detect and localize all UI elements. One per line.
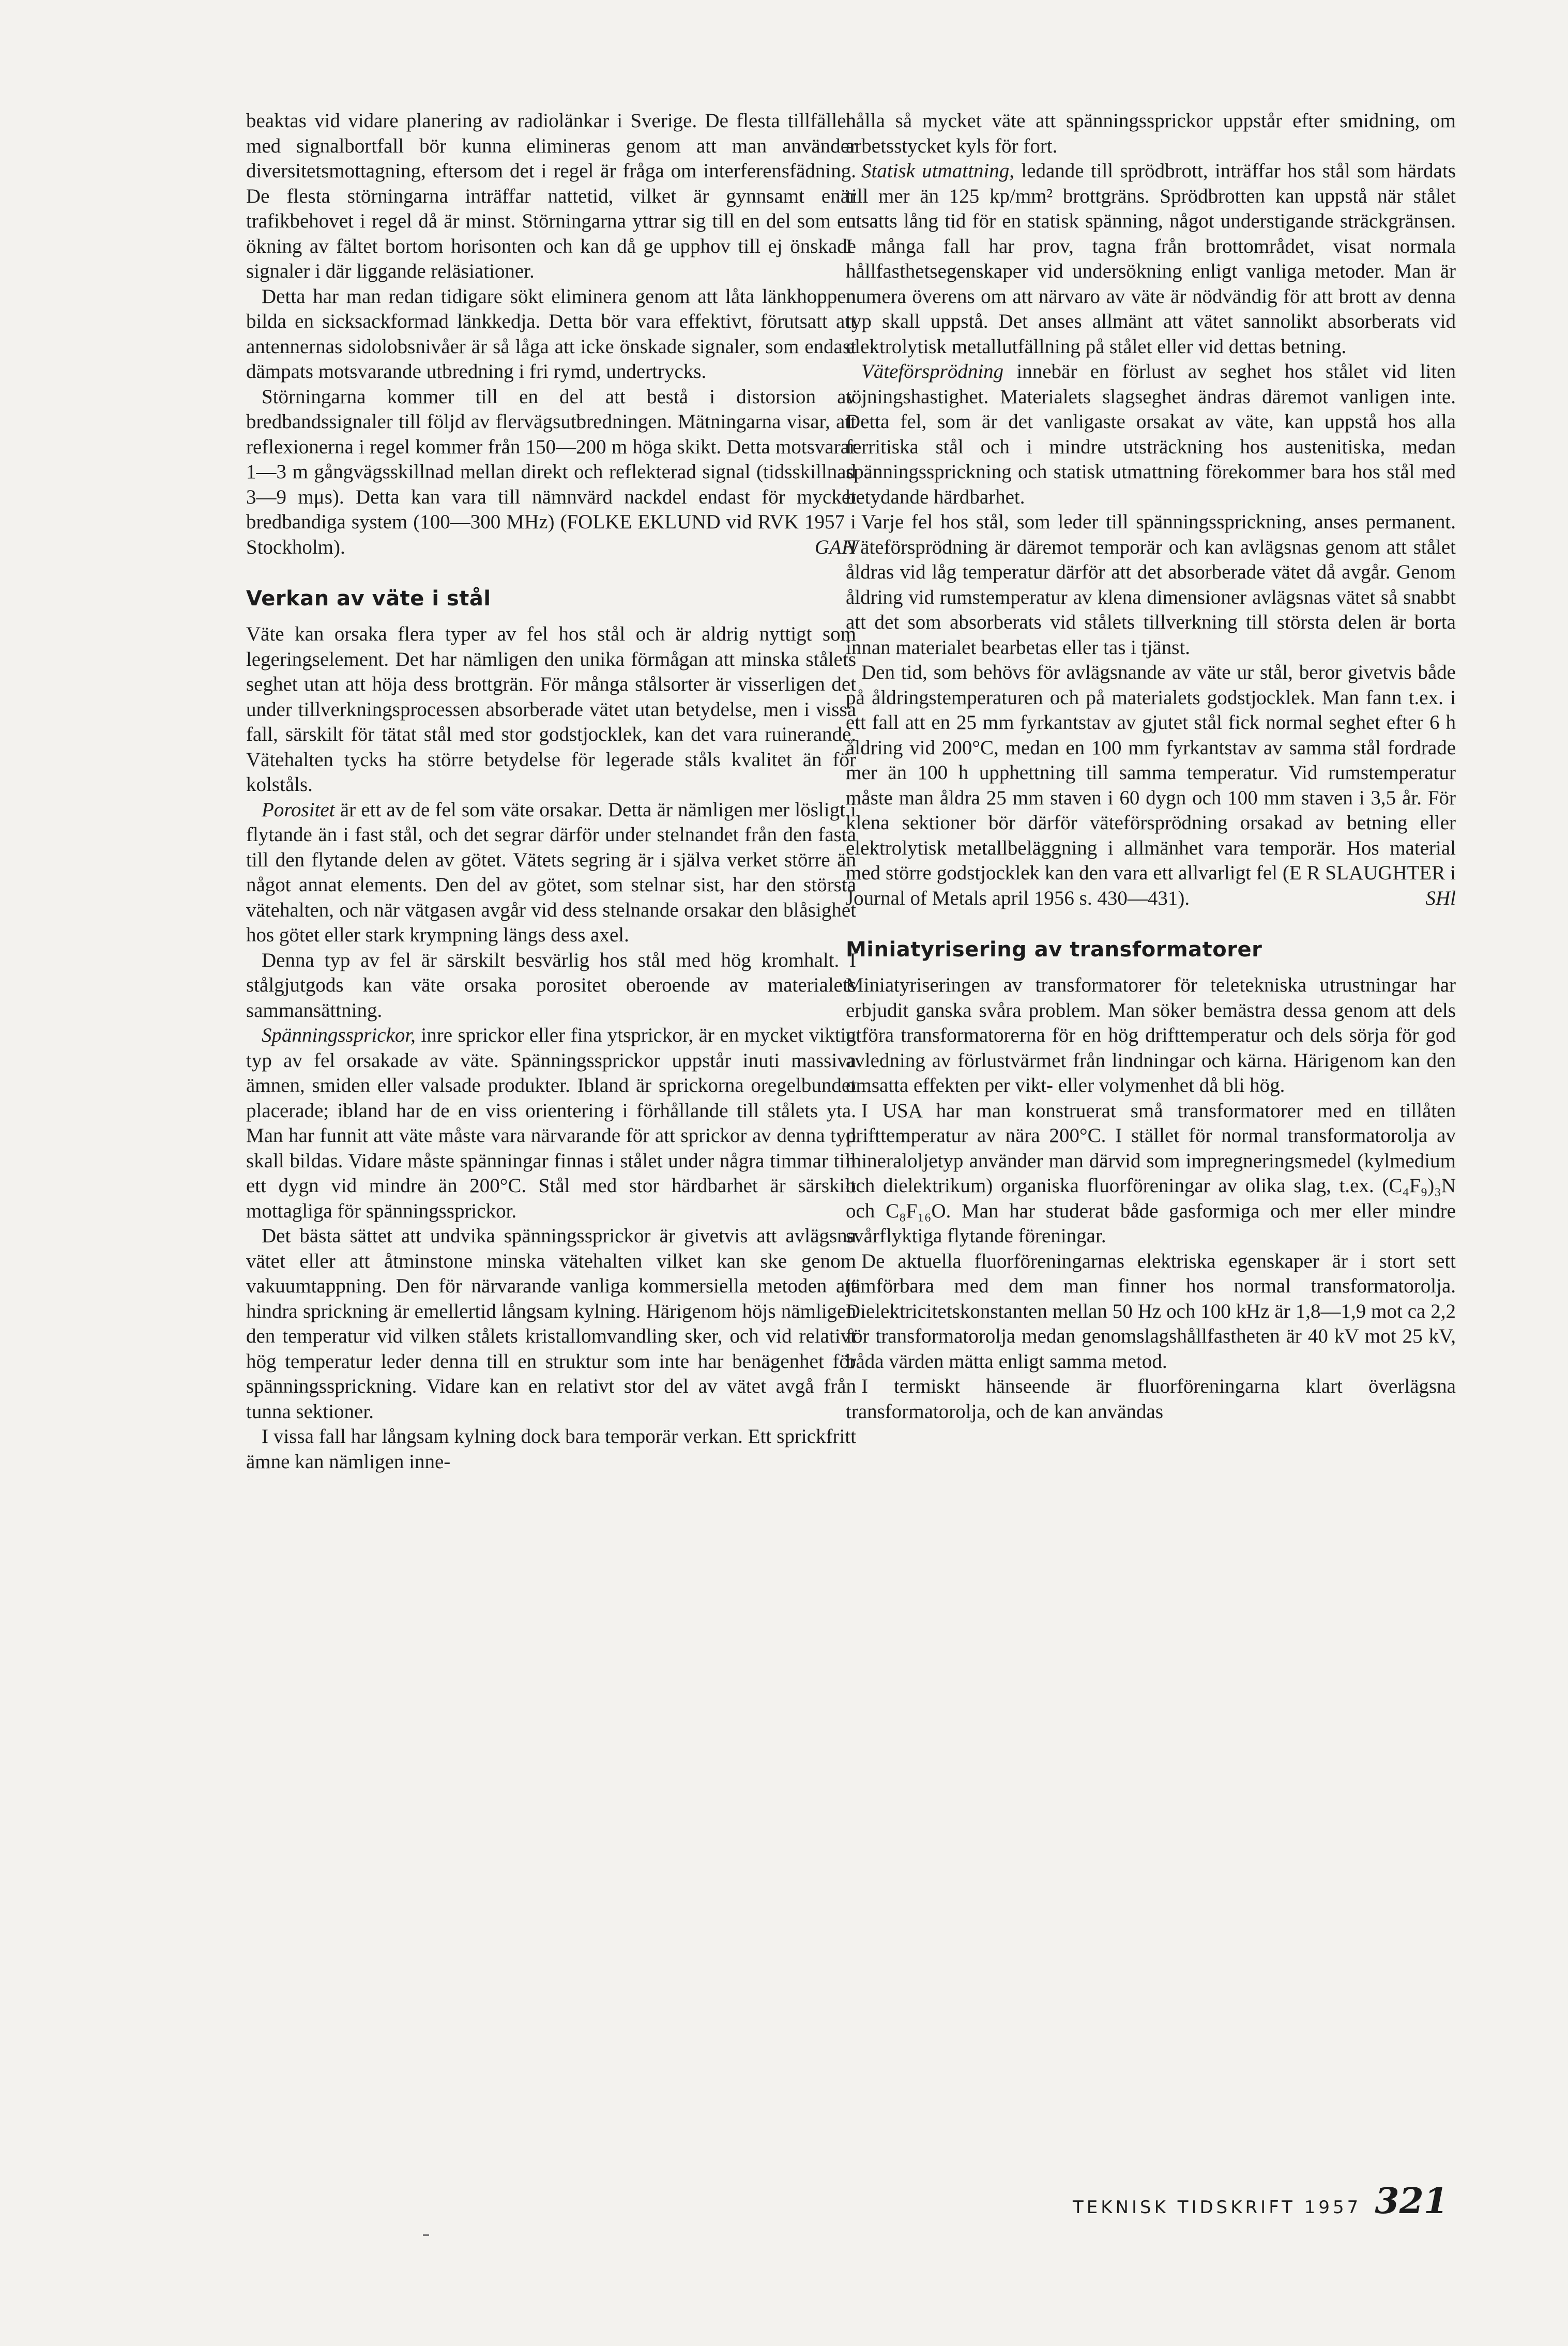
statisk-paragraph [846, 159, 1456, 359]
continuation-paragraph: hålla så mycket väte att spänningssprickor uppstår efter smidning, om arbetsstycket kyls för fort. [846, 110, 1456, 157]
vate-text: innebär en förlust av seghet hos stålet vid liten töjningshastighet. Materialets slagseghet ändras däremot vanligen inte. Detta fel, som är det vanligaste orsakat av väte, kan uppstå hos alla ferritiska stål och i mindre utsträckning hos austenitiska, medan spänningssprickning och statisk utmattning förekommer bara hos stål med betydande härdbarhet. [846, 360, 1456, 508]
spanning-paragraph [246, 1023, 856, 1224]
author-signature-shl: SHl [1425, 887, 1456, 909]
porositet-text: är ett av de fel som väte orsakar. Detta är nämligen mer lösligt i flytande än i fast stål, och det segrar därför under stelnandet från den fasta till den flytande delen av götet. Vätets segring är i själva verket större än något annat elements. Den del av götet, som stelnar sist, har den största vätehalten, och när vätgasen avgår vid dess stelnande orsakar den blåsighet hos götet eller stark krympning längs dess axel. [246, 798, 856, 946]
intro-paragraph-1: beaktas vid vidare planering av radiolänkar i Sverige. De flesta tillfällen med signalbortfall bör kunna elimineras genom att man använder diversitetsmottagning, eftersom det i regel är fråga om interferensfädning. De flesta störningarna inträffar nattetid, vilket är gynnsamt enär trafikbehovet i regel då är minst. Störningarna yttrar sig till en del som en ökning av fältet bortom horisonten och kan då ge upphov till ej önskade signaler i där liggande reläsiationer. [246, 110, 856, 282]
author-signature-gah: GAH [814, 536, 856, 558]
page-footer [1073, 2181, 1448, 2222]
transformer-paragraph-4: I termiskt hänseende är fluorföreningarna klart överlägsna transformatorolja, och de kan användas [846, 1375, 1456, 1423]
statisk-text: ledande till sprödbrott, inträffar hos stål som härdats till mer än 125 kp/mm² brottgräns. Sprödbrotten kan uppstå när stålet utsatts lång tid för en statisk spänning, något understigande sträckgränsen. I många fall har prov, tagna från brottområdet, visat normala hållfasthetsegenskaper vid undersökning enligt vanliga metoder. Man är numera överens om att närvaro av väte är nödvändig för att brott av denna typ skall uppstå. Det anses allmänt att vätet sannolikt absorberats vid elektrolytisk metallutfällning på stålet eller vid dettas betning. [846, 160, 1456, 358]
transformer-paragraph-3: De aktuella fluorföreningarnas elektriska egenskaper är i stort sett jämförbara med dem man finner hos normal transformatorolja. Dielektricitetskonstanten mellan 50 Hz och 100 kHz är 1,8—1,9 mot ca 2,2 för transformatorolja medan genomslagshållfastheten är 40 kV mot 25 kV, båda värden mätta enligt samma metod. [846, 1250, 1456, 1373]
transformer-paragraph-2: I USA har man konstruerat små transformatorer med en tillåten drifttemperatur av nära 200°C. I stället för normal transformatorolja av mineraloljetyp använder man därvid som impregneringsmedel (kylmedium och dielektrikum) organiska fluorföreningar av olika slag, t.ex. (C₄F₉)₃N och C₈F₁₆O. Man har studerat både gasformiga och mer eller mindre svårflyktiga flytande föreningar. [846, 1099, 1456, 1247]
porositet-paragraph [246, 798, 856, 948]
hydrogen-paragraph-1: Väte kan orsaka flera typer av fel hos stål och är aldrig nyttigt som legeringselement. Det har nämligen den unika förmågan att minska stålets seghet utan att höja dess brottgrän. För många stålsorter är visserligen det under tillverkningsprocessen absorberade vätet utan betydelse, men i vissa fall, särskilt för tätat stål med stor godstjocklek, kan det vara ruinerande. Vätehalten tycks ha större betydelse för legerade ståls kvalitet än för kolståls. [246, 623, 856, 796]
hydrogen-paragraph-4: I vissa fall har långsam kylning dock bara temporär verkan. Ett sprickfritt ämne kan nämligen inne- [246, 1425, 856, 1473]
intro-paragraph-2: Detta har man redan tidigare sökt eliminera genom att låta länkhoppen bilda en sicksackformad länkkedja. Detta bör vara effektivt, förutsatt att antennernas sidolobsnivåer är så låga att icke önskade signaler, som endast dämpats motsvarande utbredning i fri rymd, undertrycks. [246, 285, 856, 383]
section-heading-hydrogen-in-steel: Verkan av väte i stål [246, 587, 491, 611]
statisk-lead: Statisk utmattning, [861, 160, 1015, 182]
vate-paragraph [846, 359, 1456, 510]
paragraph-text: Den tid, som behövs för avlägsnande av väte ur stål, beror givetvis både på åldringstemperaturen och på materialets godstjocklek. Man fann t.ex. i ett fall att en 25 mm fyrkantstav av gjutet stål fick normal seghet efter 6 h åldring vid 200°C, medan en 100 mm fyrkantstav av samma stål fordrade mer än 100 h upphettning till samma temperatur. Vid rumstemperatur måste man åldra 25 mm staven i 60 dygn och 100 mm staven i 3,5 år. För klena sektioner bör därför väteförsprödning orsakad av betning eller elektrolytisk metallbeläggning i allmänhet vara temporär. Hos material med större godstjocklek kan den vara ett allvarligt fel (E R SLAUGHTER i Journal of Metals april 1956 s. 430—431). [846, 661, 1456, 909]
hydrogen-paragraph-2: Denna typ av fel är särskilt besvärlig hos stål med hög kromhalt. I stålgjutgods kan väte orsaka porositet oberoende av materialets sammansättning. [246, 949, 856, 1022]
porositet-lead: Porositet [262, 798, 335, 821]
print-mark [423, 2234, 429, 2236]
steel-paragraph-2 [846, 660, 1456, 911]
transformer-paragraph-1: Miniatyriseringen av transformatorer för teletekniska utrustningar har erbjudit ganska svåra problem. Man söker bemästra dessa genom att dels utföra transformatorerna för en hög drifttemperatur och dels sörja för god avledning av förlustvärmet från lindningar och kärna. Härigenom kan den omsatta effekten per vikt- eller volymenhet då bli hög. [846, 974, 1456, 1096]
spanning-lead: Spänningssprickor, [262, 1024, 416, 1046]
paragraph-text: Störningarna kommer till en del att bestå i distorsion av bredbandssignaler till följd av flervägsutbredningen. Mätningarna visar, att reflexionerna i regel kommer från 150—200 m höga skikt. Detta motsvarar 1—3 m gångvägsskillnad mellan direkt och reflekterad signal (tidsskillnad 3—9 mμs). Detta kan vara till nämnvärd nackdel endast för mycket bredbandiga system (100—300 MHz) (FOLKE EKLUND vid RVK 1957 i Stockholm). [246, 385, 856, 558]
steel-paragraph-1: Varje fel hos stål, som leder till spänningssprickning, anses permanent. Väteförsprödning är däremot temporär och kan avlägsnas genom att stålet åldras vid låg temperatur därför att det absorberade vätet då avgår. Genom åldring vid rumstemperatur av klena dimensioner avlägsnas vätet så snabbt att det som absorberats vid stålets tillverkning till största delen är borta innan materialet bearbetas eller tas i tjänst. [846, 511, 1456, 659]
hydrogen-paragraph-3: Det bästa sättet att undvika spänningssprickor är givetvis att avlägsna vätet eller att åtminstone minska vätehalten vilket kan ske genom vakuumtappning. Den för närvarande vanliga kommersiella metoden att hindra sprickning är emellertid långsam kylning. Härigenom höjs nämligen den temperatur vid vilken stålets kristallomvandling sker, och vid relativt hög temperatur leder denna till en struktur som inte har benägenhet för spänningssprickning. Vidare kan en relativt stor del av vätet avgå från tunna sektioner. [246, 1225, 856, 1423]
vate-lead: Väteförsprödning [861, 360, 1004, 383]
intro-paragraph-3 [246, 385, 856, 560]
right-column [846, 109, 1456, 1424]
section-heading-transformers: Miniatyrisering av transformatorer [846, 938, 1262, 962]
left-column [246, 109, 856, 1474]
journal-name: TEKNISK TIDSKRIFT 1957 [1073, 2197, 1362, 2218]
spanning-text: inre sprickor eller fina ytsprickor, är en mycket viktig typ av fel orsakade av väte. Spänningssprickor uppstår inuti massiva ämnen, smiden eller valsade produkter. Ibland är sprickorna oregelbundet placerade; ibland har de en viss orientering i förhållande till stålets yta. Man har funnit att väte måste vara närvarande för att sprickor av denna typ skall bildas. Vidare måste spänningar finnas i stålet under några timmar till ett dygn vid mindre än 200°C. Stål med stor härdbarhet är särskilt mottagliga för spänningssprickor. [246, 1024, 856, 1222]
page-number: 321 [1375, 2181, 1449, 2222]
